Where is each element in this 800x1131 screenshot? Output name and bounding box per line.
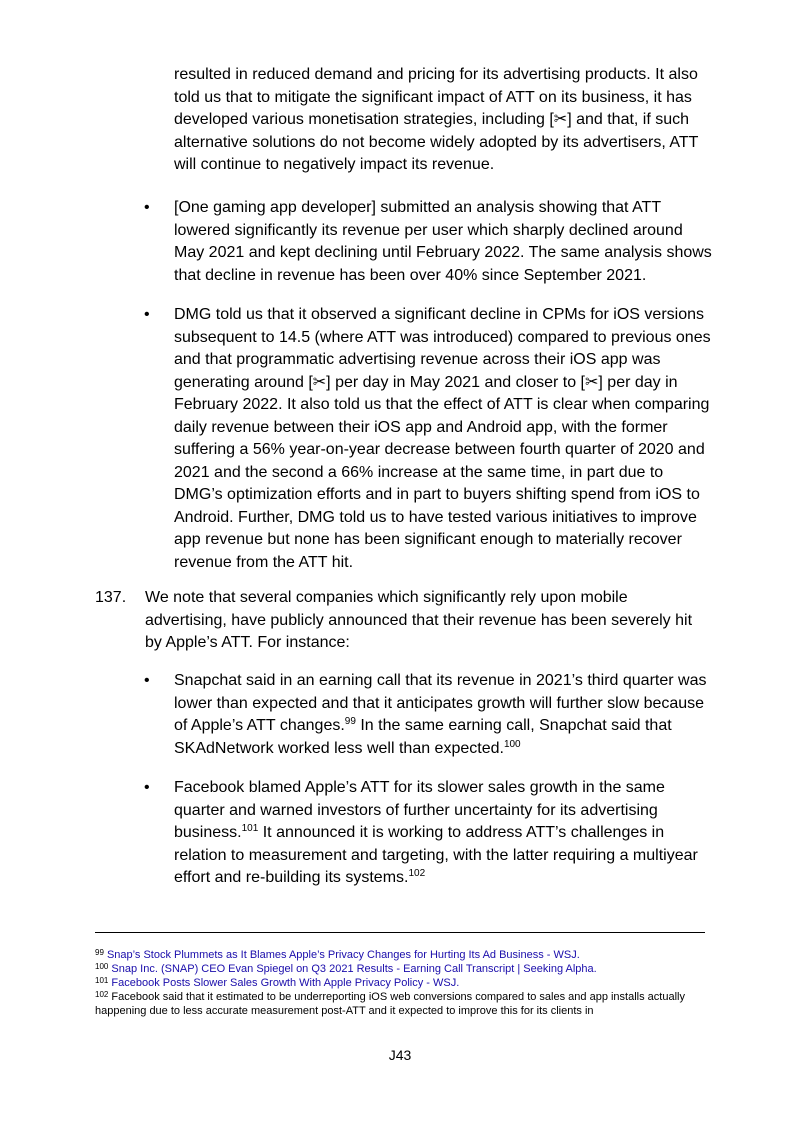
- bullet-facebook: [174, 777, 714, 890]
- bullet-facebook-text-2: It announced it is working to address ATT’s challenges in relation to measurement and targeting, with the latter requiring a multiyear effort and re-building its systems.: [174, 824, 698, 886]
- page-number: J43: [388, 1047, 412, 1063]
- bullet-marker: •: [144, 672, 150, 689]
- footnote-102: [95, 991, 710, 1018]
- footnote-number: 102: [95, 990, 109, 999]
- footnote-divider: [95, 932, 705, 933]
- paragraph-137-text: We note that several companies which significantly rely upon mobile advertising, have publicly announced that their revenue has been severely hit by Apple’s ATT. For instance:: [145, 589, 693, 651]
- footnote-99: [95, 949, 710, 963]
- bullet-gaming-developer: [One gaming app developer] submitted an analysis showing that ATT lowered significantly its revenue per user which sharply declined around May 2021 and kept declining until February 2022. The same analysis shows that decline in revenue has been over 40% since September 2021.: [174, 199, 712, 284]
- footnote-link[interactable]: Snap’s Stock Plummets as It Blames Apple’s Privacy Changes for Hurting Its Ad Business - WSJ.: [106, 949, 580, 961]
- paragraph-number: 137.: [95, 589, 127, 606]
- bullet-snapchat-text-2: In the same earning call, Snapchat said that SKAdNetwork worked less well than expected.: [174, 717, 672, 757]
- footnote-ref-101[interactable]: 101: [241, 823, 259, 834]
- footnote-number: 99: [95, 948, 104, 957]
- continuation-text: resulted in reduced demand and pricing for its advertising products. It also told us that to mitigate the significant impact of ATT on its business, it has developed various monetisation strategies, including [✂] and that, if such alternative solutions do not become widely adopted by its advertisers, ATT will continue to negatively impact its revenue.: [174, 66, 699, 173]
- footnote-number: 101: [95, 976, 109, 985]
- footnote-text: Facebook said that it estimated to be underreporting iOS web conversions compared to sales and app installs actually happening due to less accurate measurement post-ATT and it expected to improve this for its clients in: [95, 991, 685, 1017]
- bullet-marker: •: [144, 779, 150, 796]
- bullet-facebook-text-1: Facebook blamed Apple’s ATT for its slower sales growth in the same quarter and warned investors of further uncertainty for its advertising business.: [174, 779, 665, 841]
- footnote-link[interactable]: Facebook Posts Slower Sales Growth With Apple Privacy Policy - WSJ.: [111, 977, 460, 989]
- bullet-snapchat-text-1: Snapchat said in an earning call that its revenue in 2021’s third quarter was lower than expected and that it anticipates growth will further slow because of Apple’s ATT changes.: [174, 672, 707, 734]
- bullet-marker: •: [144, 199, 150, 216]
- bullet-marker: •: [144, 306, 150, 323]
- footnote-100: [95, 963, 710, 977]
- bullet-dmg: DMG told us that it observed a significant decline in CPMs for iOS versions subsequent to 14.5 (where ATT was introduced) compared to previous ones and that programmatic advertising revenue across their iOS app was generating around [✂] per day in May 2021 and closer to [✂] per day in February 2022. It also told us that the effect of ATT is clear when comparing daily revenue between their iOS app and Android app, with the former suffering a 56% year-on-year decrease between fourth quarter of 2020 and 2021 and the second a 66% increase at the same time, in part due to DMG’s optimization efforts and in part to buyers shifting spend from iOS to Android. Further, DMG told us to have tested various initiatives to improve app revenue but none has been significant enough to materially recover revenue from the ATT hit.: [174, 306, 711, 571]
- footnote-ref-99[interactable]: 99: [344, 716, 356, 727]
- bullet-snapchat: [174, 670, 714, 760]
- footnote-ref-100[interactable]: 100: [503, 738, 521, 750]
- footnote-number: 100: [95, 962, 109, 971]
- footnote-link[interactable]: Snap Inc. (SNAP) CEO Evan Spiegel on Q3 2021 Results - Earning Call Transcript | Seeking Alpha.: [111, 963, 597, 975]
- footnote-101: [95, 977, 710, 991]
- footnote-ref-102[interactable]: 102: [408, 868, 426, 879]
